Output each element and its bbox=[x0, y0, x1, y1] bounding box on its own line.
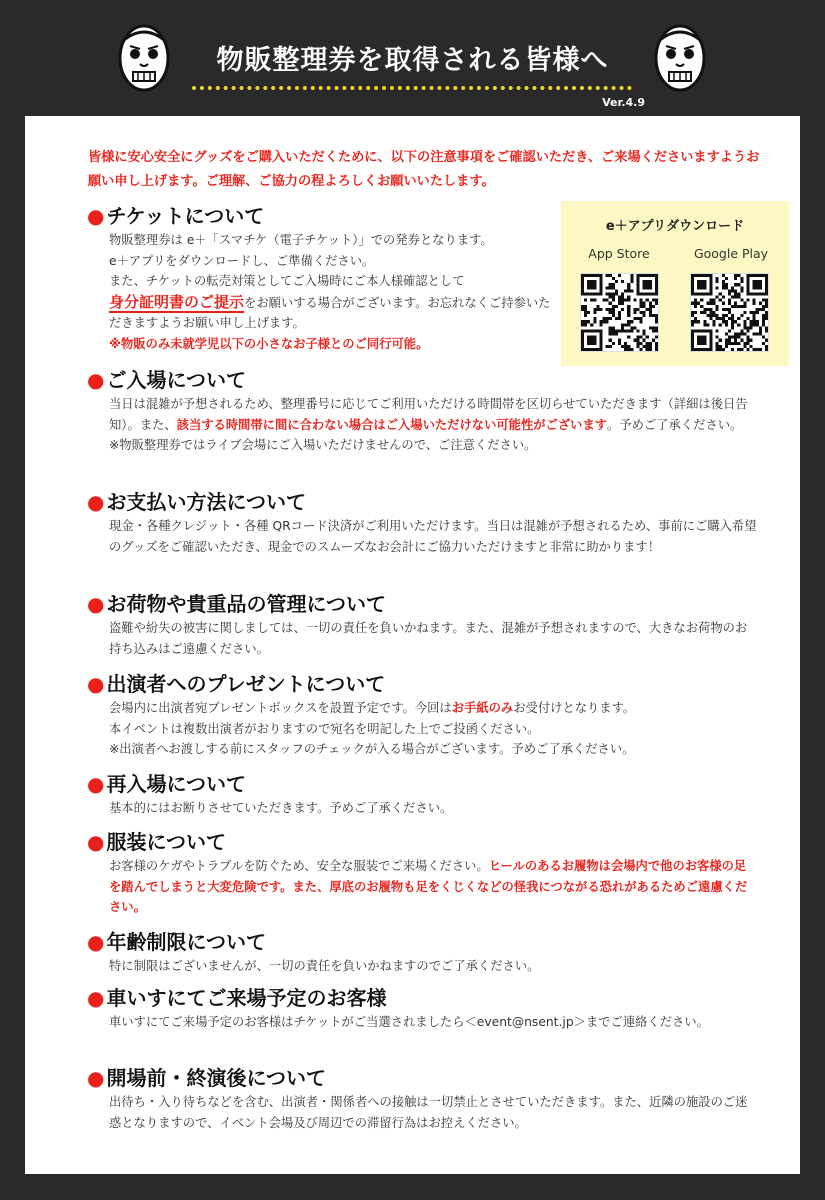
body-text: 出待ち・入り待ちなどを含む、出演者・関係者への接触は一切禁止とさせていただきます。また、近隣の施設のご迷惑となりますので、イベント会場及び周辺での滞留行為はお控えください。 bbox=[109, 1095, 748, 1130]
body-text: 盗難や紛失の被害に関しましては、一切の責任を負いかねます。また、混雑が予想されますので、大きなお荷物のお持ち込みはご遠慮ください。 bbox=[109, 621, 748, 656]
section-title: 車いすにてご来場予定のお客様 bbox=[106, 986, 387, 1010]
section-before-after bbox=[87, 1064, 757, 1133]
bullet-icon: ● bbox=[87, 368, 105, 392]
intro-text: 皆様に安心安全にグッズをご購入いただくために、以下の注意事項をご確認いただき、ご来場くださいますようお願い申し上げます。ご理解、ご協力の程よろしくお願いいたします。 bbox=[88, 150, 760, 189]
note-text: ※物販整理券ではライブ会場にご入場いただけませんので、ご注意ください。 bbox=[109, 438, 537, 452]
section-ticket bbox=[87, 202, 557, 354]
app-download-box bbox=[561, 201, 789, 366]
app-store-qr-code[interactable] bbox=[580, 273, 659, 352]
section-title: 再入場について bbox=[106, 772, 247, 796]
id-requirement-highlight: 身分証明書のご提示 bbox=[109, 292, 245, 311]
warning-text: ヒールのあるお履物は会場内で他のお客様の足を踏んでしまうと大変危険です。また、厚底のお履物も足をくじくなどの怪我につながる恐れがあるためご遠慮ください。 bbox=[109, 859, 748, 914]
bullet-icon: ● bbox=[87, 830, 105, 854]
title-underline bbox=[192, 86, 632, 90]
body-text: 会場内に出演者宛プレゼントボックスを設置予定です。今回は bbox=[109, 701, 452, 715]
section-payment bbox=[87, 488, 757, 557]
section-title: 服装について bbox=[106, 830, 227, 854]
body-text: また、チケットの転売対策としてご入場時にご本人様確認として bbox=[109, 274, 465, 288]
section-title: チケットについて bbox=[106, 204, 265, 228]
content-panel bbox=[25, 116, 800, 1174]
note-text: ※物販のみ未就学児以下の小さなお子様とのご同行可能。 bbox=[109, 336, 429, 351]
section-title: 開場前・終演後について bbox=[106, 1066, 327, 1090]
bullet-icon: ● bbox=[87, 986, 105, 1010]
section-reentry bbox=[87, 770, 757, 819]
body-text: をお願いする場合がございます。お忘れなくご持参いただきますようお願い申し上げます。 bbox=[109, 295, 551, 330]
bullet-icon: ● bbox=[87, 592, 105, 616]
bullet-icon: ● bbox=[87, 772, 105, 796]
body-text: 物販整理券は e＋「スマチケ（電子チケット）」での発券となります。 bbox=[109, 233, 493, 247]
section-wheelchair bbox=[87, 984, 757, 1033]
body-text: 当日は混雑が予想されるため、整理番号に応じてご利用いただける時間帯を区切らせていただきます（詳細は後日告知）。また、 bbox=[109, 397, 748, 432]
bullet-icon: ● bbox=[87, 490, 105, 514]
body-text: お受付けとなります。 bbox=[513, 701, 636, 715]
body-text: 現金・各種クレジット・各種 QRコード決済がご利用いただけます。当日は混雑が予想されるため、事前にご購入希望のグッズをご確認いただき、現金でのスムーズなお会計にご協力いただけますと非常に助かります！ bbox=[109, 519, 757, 554]
app-store-label: App Store bbox=[588, 246, 650, 261]
bullet-icon: ● bbox=[87, 930, 105, 954]
body-text: 本イベントは複数出演者がおりますので宛名を明記した上でご投函ください。 bbox=[109, 721, 540, 736]
body-text: 車いすにてご来場予定のお客様はチケットがご当選されましたら＜event@nsent.jp＞までご連絡ください。 bbox=[109, 1015, 709, 1029]
body-text: お客様のケガやトラブルを防ぐため、安全な服装でご来場ください。 bbox=[109, 859, 489, 873]
google-play-label: Google Play bbox=[693, 246, 769, 261]
note-text: ※出演者へお渡しする前にスタッフのチェックが入る場合がございます。予めご了承ください。 bbox=[109, 742, 635, 756]
section-presents bbox=[87, 670, 757, 760]
section-title: お支払い方法について bbox=[106, 490, 307, 514]
bullet-icon: ● bbox=[87, 1066, 105, 1090]
bullet-icon: ● bbox=[87, 672, 105, 696]
section-clothing bbox=[87, 828, 757, 918]
bullet-icon: ● bbox=[87, 204, 105, 228]
section-admission bbox=[87, 366, 757, 456]
version-label: Ver.4.9 bbox=[602, 96, 645, 109]
google-play-qr-code[interactable] bbox=[690, 273, 769, 352]
app-box-title: e＋アプリダウンロード bbox=[605, 219, 745, 234]
section-age-limit bbox=[87, 928, 757, 977]
section-title: お荷物や貴重品の管理について bbox=[106, 592, 387, 616]
body-text: 。予めご了承ください。 bbox=[607, 417, 743, 432]
header bbox=[0, 0, 825, 116]
body-text: 特に制限はございませんが、一切の責任を負いかねますのでご了承ください。 bbox=[109, 959, 540, 973]
section-title: 出演者へのプレゼントについて bbox=[106, 672, 386, 696]
mascot-face-icon bbox=[652, 22, 708, 96]
warning-text: 該当する時間帯に間に合わない場合はご入場いただけない可能性がございます bbox=[176, 417, 608, 432]
section-belongings bbox=[87, 590, 757, 659]
body-text: e＋アプリをダウンロードし、ご準備ください。 bbox=[109, 253, 375, 268]
section-title: 年齢制限について bbox=[106, 930, 267, 954]
warning-text: お手紙のみ bbox=[451, 701, 514, 715]
body-text: 基本的にはお断りさせていただきます。予めご了承ください。 bbox=[109, 801, 453, 815]
section-title: ご入場について bbox=[106, 368, 247, 392]
page-title: 物販整理券を取得される皆様へ bbox=[216, 45, 609, 76]
